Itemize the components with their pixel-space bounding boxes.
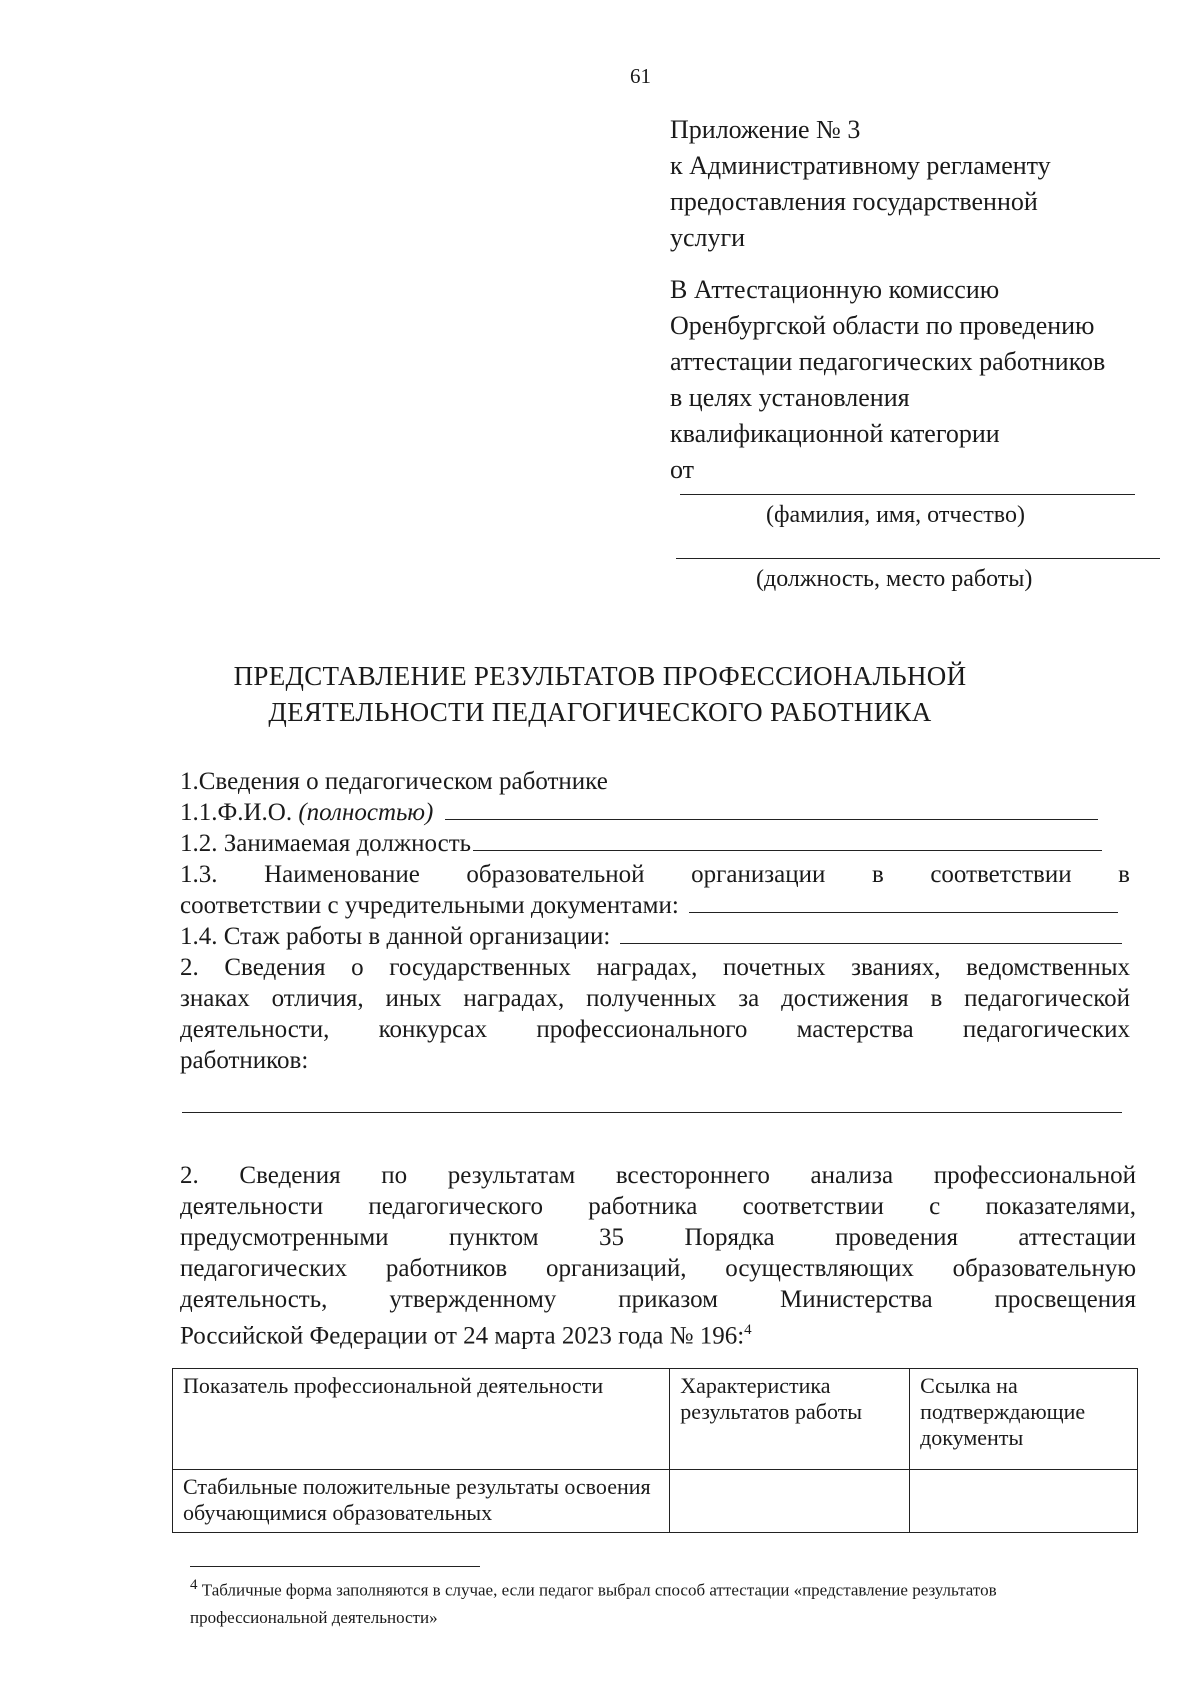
- addressee-line: от: [670, 455, 695, 484]
- title-line: ДЕЯТЕЛЬНОСТИ ПЕДАГОГИЧЕСКОГО РАБОТНИКА: [268, 697, 932, 727]
- org-fill-line[interactable]: [689, 890, 1118, 913]
- footnote-divider: [190, 1566, 480, 1567]
- addressee-line: квалификационной категории: [670, 419, 1000, 448]
- appendix-line: к Административному регламенту: [670, 151, 1051, 180]
- table-header-row: [173, 1369, 1138, 1470]
- fio-fill-line[interactable]: [445, 797, 1098, 820]
- awards-line: знаках отличия, иных наградах, полученных за достижения в педагогической: [180, 985, 1130, 1012]
- table-header-cell: Ссылка на подтверждающие документы: [910, 1369, 1138, 1470]
- analysis-last-line: Российской Федерации от 24 марта 2023 года № 196:$^4$: [180, 1322, 752, 1350]
- appendix-line: Приложение № 3: [670, 115, 861, 144]
- analysis-line: деятельность, утвержденному приказом Министерства просвещения: [180, 1286, 1136, 1313]
- appendix-line: предоставления государственной: [670, 187, 1038, 216]
- fio-hint: (полностью): [298, 799, 434, 826]
- appendix-block: [670, 112, 1051, 256]
- section-1: [180, 766, 1130, 952]
- fio-row: [180, 797, 1130, 828]
- position-row: [180, 828, 1130, 859]
- footnote: [190, 1572, 1090, 1631]
- table-cell: Стабильные положительные результаты освоения обучающимися образовательных: [173, 1470, 670, 1533]
- analysis-line: 2. Сведения по результатам всестороннего анализа профессиональной: [180, 1162, 1136, 1189]
- section-1-heading: 1.Сведения о педагогическом работнике: [180, 768, 608, 795]
- analysis-line: педагогических работников организаций, осуществляющих образовательную: [180, 1255, 1136, 1282]
- org-label: соответствии с учредительными документами:: [180, 892, 679, 919]
- experience-row: [180, 921, 1130, 952]
- table-header-cell: Характеристика результатов работы: [670, 1369, 910, 1470]
- name-fill-line[interactable]: [680, 494, 1135, 495]
- addressee-line: в целях установления: [670, 383, 910, 412]
- table-cell[interactable]: [910, 1470, 1138, 1533]
- page-number: 61: [630, 64, 651, 88]
- addressee-line: В Аттестационную комиссию: [670, 275, 1000, 304]
- document-title: [0, 658, 1200, 730]
- name-caption: (фамилия, имя, отчество): [766, 502, 1025, 528]
- table-header-cell: Показатель профессиональной деятельности: [173, 1369, 670, 1470]
- position-label: 1.2. Занимаемая должность: [180, 830, 472, 857]
- org-line-1: 1.3. Наименование образовательной организации в соответствии в: [180, 861, 1130, 888]
- footnote-mark: 4: [190, 1577, 198, 1593]
- indicators-table: [172, 1368, 1138, 1533]
- experience-label: 1.4. Стаж работы в данной организации:: [180, 923, 611, 950]
- table-cell[interactable]: [670, 1470, 910, 1533]
- addressee-line: аттестации педагогических работников: [670, 347, 1106, 376]
- appendix-line: услуги: [670, 223, 746, 252]
- table-row: [173, 1470, 1138, 1533]
- title-line: ПРЕДСТАВЛЕНИЕ РЕЗУЛЬТАТОВ ПРОФЕССИОНАЛЬНОЙ: [233, 661, 967, 691]
- section-2-awards: [180, 952, 1130, 1076]
- fio-label: 1.1.Ф.И.О.: [180, 799, 293, 826]
- section-2-analysis: [180, 1160, 1136, 1351]
- awards-line: 2. Сведения о государственных наградах, почетных званиях, ведомственных: [180, 954, 1130, 981]
- experience-fill-line[interactable]: [620, 921, 1122, 944]
- awards-line: работников:: [180, 1047, 309, 1074]
- awards-fill-line[interactable]: [182, 1112, 1122, 1113]
- addressee-line: Оренбургской области по проведению: [670, 311, 1095, 340]
- position-caption: (должность, место работы): [756, 566, 1033, 592]
- addressee-block: [670, 272, 1105, 488]
- awards-line: деятельности, конкурсах профессионального мастерства педагогических: [180, 1016, 1130, 1043]
- position-row-fill-line[interactable]: [473, 828, 1102, 851]
- analysis-line: деятельности педагогического работника соответствии с показателями,: [180, 1193, 1136, 1220]
- org-row: [180, 890, 1130, 921]
- footnote-text: Табличные форма заполняются в случае, если педагог выбрал способ аттестации «представление результатов профессиональной деятельности»: [190, 1580, 997, 1627]
- position-fill-line[interactable]: [676, 558, 1160, 559]
- footnote-ref: 4: [744, 1322, 752, 1338]
- analysis-line: предусмотренными пунктом 35 Порядка проведения аттестации: [180, 1224, 1136, 1251]
